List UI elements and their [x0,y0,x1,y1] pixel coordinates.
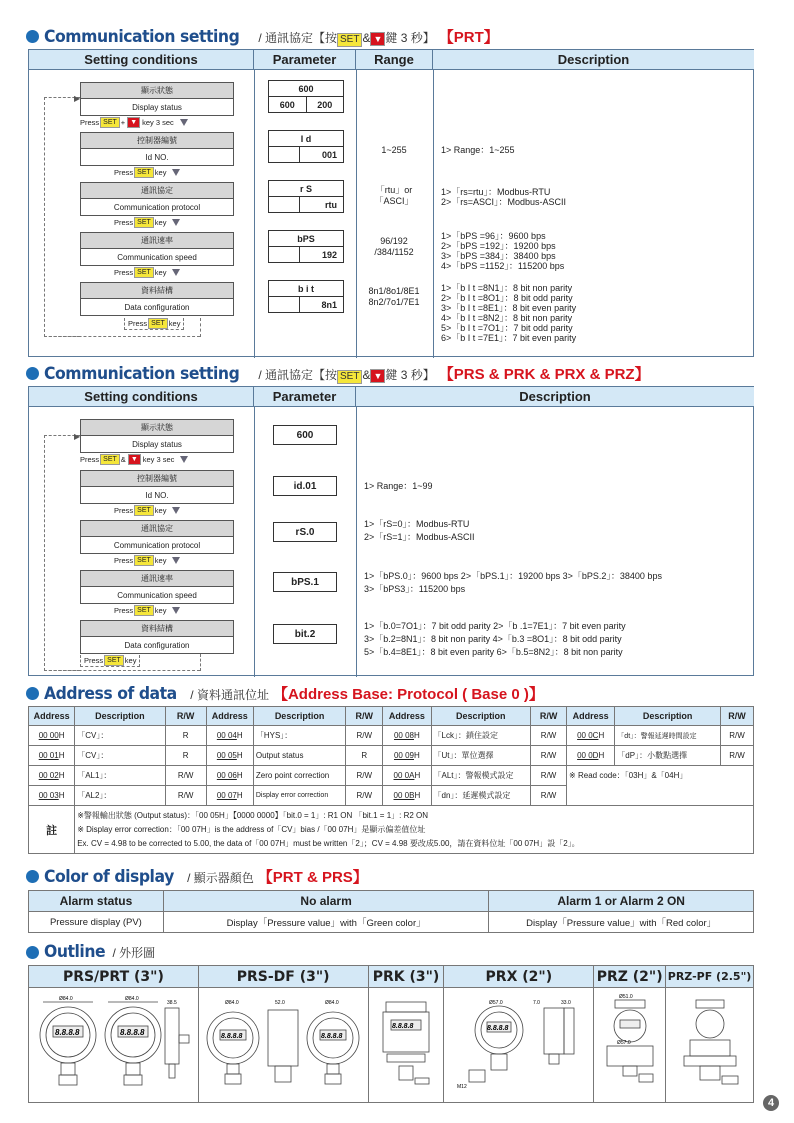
flow-loop-line [200,318,201,337]
bullet-icon [26,870,39,883]
flow-box-protocol [80,520,234,554]
svg-text:8.8.8.8: 8.8.8.8 [486,1025,509,1032]
param-top: I d [300,133,312,144]
param-sv2: 200 [306,97,344,112]
svg-text:8.8.8.8: 8.8.8.8 [321,1033,343,1040]
th: R/W [346,707,383,726]
desc-speed: 1>「bPS.0」：9600 bps 2>「bPS.1」：19200 bps 3>「bPS.2」：38400 bps 3>「bPS3」：115200 bps [364,571,662,594]
rw-cell: R/W [531,726,567,746]
address-cell: 00 06H [206,766,253,786]
flow-loop-line [44,670,200,671]
drawing-prz [594,988,666,1103]
flow-zh: 資料結構 [81,283,233,299]
col-header-description: Description [356,387,754,407]
outline-table [28,965,754,1103]
press-instruction: Press SET key [114,217,180,228]
param-top: b i t [298,283,314,294]
th: PRZ (2") [594,966,666,988]
param-value: 8n1 [299,297,343,312]
gauge-drawing-icon [203,990,363,1095]
arrow-down-icon [172,507,180,514]
section-title-outline [26,942,155,962]
section-title-model: 【PRT & PRS】 [257,869,368,886]
flow-en: Communication protocol [81,537,233,553]
desc-id: 1> Range：1~99 [364,481,433,491]
desc-cell: 「CV」： [75,726,165,746]
flow-zh: 控制器編號 [81,471,233,487]
desc-protocol: 1>「rs=rtu」：Modbus-RTU 2>「rs=ASCI」：Modbus-ASCII [441,187,567,207]
color-header-row [29,891,754,912]
th: Description [615,707,721,726]
th: PRZ-PF (2.5") [666,966,754,988]
section-title-main: Communication setting [44,27,240,47]
svg-text:8.8.8.8: 8.8.8.8 [392,1023,414,1030]
desc-cell: 「dP」：小數點選擇 [615,746,721,766]
svg-text:M12: M12 [456,1084,467,1090]
divider [433,70,434,358]
down-key-icon: ▼ [127,117,140,128]
svg-text:Ø57.0: Ø57.0 [616,1040,631,1046]
rw-cell: R/W [346,766,383,786]
desc-cell: 「AL1」： [75,766,165,786]
set-key-icon: SET [134,605,154,616]
set-key-icon: SET [134,555,154,566]
flow-loop-line [44,336,200,337]
th: PRK (3") [368,966,444,988]
address-cell: 00 09H [383,746,431,766]
flow-en: Data configuration [81,637,233,653]
notes-row [29,806,754,854]
address-cell: 00 02H [29,766,75,786]
flow-box-id [80,132,234,166]
flow-en: Communication protocol [81,199,233,215]
th: R/W [721,707,754,726]
th: Description [253,707,345,726]
table-row [29,912,754,933]
set-key-icon: SET [134,267,154,278]
range-speed: 96/192 /384/1152 [374,236,414,257]
rw-cell: R [346,746,383,766]
flow-en: Id NO. [81,487,233,503]
section-title-sub: / 通訊協定【按 SET & ▼ 鍵 3 秒】 [258,368,435,382]
section-title-main: Outline [44,942,106,962]
section-title-sub: / 資料通訊位址 [190,688,269,702]
down-key-icon: ▼ [370,369,385,383]
desc-id: 1> Range：1~255 [441,145,515,155]
loop-arrow-icon: ▶ [74,432,81,441]
desc-cell: 「ALt」：警報模式設定 [431,766,531,786]
svg-text:Ø51.0: Ø51.0 [618,994,633,1000]
press-instruction: Press SET key [114,167,180,178]
address-cell: 00 0AH [383,766,431,786]
section-title-model: 【PRT】 [438,29,499,46]
press-instruction: Press SET key [114,605,180,616]
flow-box-data-config [80,620,234,654]
flow-zh: 顯示狀態 [81,420,233,436]
color-table [28,890,754,933]
th: Alarm 1 or Alarm 2 ON [489,891,754,912]
rw-cell: R/W [531,746,567,766]
flow-box-speed [80,232,234,266]
rw-cell: R/W [165,766,206,786]
section-title-comm-prs [26,363,650,384]
desc-speed: 1>「bPS =96」：9600 bps 2>「bPS =192」：19200 bps 3>「bPS =384」：38400 bps 4>「bPS =1152」：115200 bps [441,231,565,271]
th: Address [567,707,615,726]
flow-en: Display status [81,99,233,115]
section-title-model: 【Address Base: Protocol ( Base 0 )】 [272,686,544,703]
svg-text:52.0: 52.0 [275,1000,285,1006]
flow-en: Data configuration [81,299,233,315]
flow-zh: 通訊協定 [81,183,233,199]
desc-cell: 「Lck」：鎖住設定 [431,726,531,746]
notes-cell: ※警報輸出狀態 (Output status)：「00 05H」【0000 0000】「bit.0 = 1」: R1 ON 「bit.1 = 1」: R2 ON ※ Display error correction：「00 07H」is the address of「CV」bias /「00 07H」是顯示偏差值位址 Ex. CV = 4.98 to be corrected to 5.00, the data of「00 07H」must be written「2」；CV = 4.98 要改成5.00，請在資料位址「00 07H」設「2」。 [75,806,754,854]
flow-en: Display status [81,436,233,452]
svg-text:Ø57.0: Ø57.0 [488,1000,503,1006]
outline-header-row [29,966,754,988]
address-cell: 00 05H [206,746,253,766]
flow-en: Id NO. [81,149,233,165]
gauge-drawing-icon [371,990,441,1095]
cell: Pressure display (PV) [29,912,164,933]
flow-zh: 通訊速率 [81,571,233,587]
param-id [268,130,344,163]
set-key-icon: SET [100,454,120,465]
press-instruction: Press SET key [80,655,140,667]
rw-cell: R/W [721,726,754,746]
flow-box-data-config [80,282,234,316]
svg-text:33.0: 33.0 [560,1000,571,1006]
flow-zh: 通訊速率 [81,233,233,249]
divider [254,70,255,358]
flow-box-display-status [80,419,234,453]
address-cell: 00 08H [383,726,431,746]
svg-text:38.5: 38.5 [167,1000,178,1006]
param-id: id.01 [273,476,337,496]
rw-cell: R/W [721,746,754,766]
rw-cell: R/W [531,786,567,806]
set-key-icon: SET [104,655,124,666]
loop-arrow-icon: ▶ [74,94,81,103]
section-title-sub: / 顯示器顏色 [187,871,254,885]
param-value: 001 [299,147,343,162]
drawing-prz-pf [666,988,754,1103]
down-key-icon: ▼ [370,32,385,46]
th: Description [431,707,531,726]
address-cell: 00 04H [206,726,253,746]
section-title-sub: / 通訊協定【按 SET & ▼ 鍵 3 秒】 [258,31,435,45]
th: PRS/PRT (3") [29,966,199,988]
arrow-down-icon [180,456,188,463]
desc-cell: Zero point correction [253,766,345,786]
param-top: bPS [297,233,315,244]
param-protocol [268,180,344,213]
param-data-config: bit.2 [273,624,337,644]
col-header-range: Range [356,50,433,70]
press-instruction: Press SET key [114,267,180,278]
set-key-icon: SET [337,370,362,384]
section-title-comm-prt [26,26,499,47]
set-key-icon: SET [134,167,154,178]
rw-cell: R/W [531,766,567,786]
desc-cell: Output status [253,746,345,766]
address-header-row [29,707,754,726]
svg-text:8.8.8.8: 8.8.8.8 [55,1028,80,1037]
note-label: 註 [29,806,75,854]
svg-text:Ø84.0: Ø84.0 [325,1000,339,1006]
param-display: 600 [273,425,337,445]
set-key-icon: SET [134,505,154,516]
address-cell: 00 00H [29,726,75,746]
drawing-prx [444,988,594,1103]
press-instruction: Press SET key [114,555,180,566]
th: No alarm [163,891,489,912]
drawing-prk [368,988,444,1103]
cell: Display「Pressure value」with「Red color」 [489,912,754,933]
desc-data-config: 1>「b I t =8N1」：8 bit non parity 2>「b I t =8O1」：8 bit odd parity 3>「b I t =8E1」：8 bit even parity 4>「b I t =8N2」：8 bit non parity 5>「b I t =7O1」：7 bit odd parity 6>「b I t =7E1」：7 bit even parity [441,283,577,343]
svg-text:Ø84.0: Ø84.0 [125,996,140,1002]
rw-cell: R/W [346,726,383,746]
press-instruction: Press SET + ▼ key 3 sec [80,117,188,128]
gauge-drawing-icon [670,990,750,1095]
address-cell: 00 0DH [567,746,615,766]
param-value: 192 [299,247,343,262]
flow-zh: 控制器編號 [81,133,233,149]
set-key-icon: SET [337,33,362,47]
th: PRX (2") [444,966,594,988]
desc-cell: 「Ut」：單位選擇 [431,746,531,766]
arrow-down-icon [172,269,180,276]
col-header-parameter: Parameter [254,50,356,70]
read-code-note: ※ Read code：「03H」&「04H」 [567,766,754,806]
flow-zh: 顯示狀態 [81,83,233,99]
press-instruction: Press SET & ▼ key 3 sec [80,454,188,465]
desc-cell: Display error correction [253,786,345,806]
rw-cell: R/W [165,786,206,806]
set-key-icon: SET [100,117,120,128]
desc-cell: 「dn」：延遲模式設定 [431,786,531,806]
col-header-description: Description [433,50,754,70]
set-key-icon: SET [148,318,168,329]
section-title-sub: / 外形圖 [112,946,156,960]
svg-text:7.0: 7.0 [532,1000,540,1006]
divider [254,407,255,677]
arrow-down-icon [172,219,180,226]
gauge-drawing-icon [597,990,663,1095]
address-cell: 00 0CH [567,726,615,746]
flow-box-display-status [80,82,234,116]
range-id: 1~255 [381,145,407,155]
param-data-config [268,280,344,313]
arrow-down-icon [172,607,180,614]
svg-text:8.8.8.8: 8.8.8.8 [120,1028,145,1037]
range-protocol: 「rtu」or 「ASCI」 [374,185,414,206]
flow-en: Communication speed [81,249,233,265]
address-cell: 00 0BH [383,786,431,806]
section-title-main: Color of display [44,867,174,887]
param-top: 600 [298,83,314,94]
bullet-icon [26,946,39,959]
bullet-icon [26,30,39,43]
page-number: 4 [763,1095,779,1111]
param-value: rtu [299,197,343,212]
desc-data-config: 1>「b.0=7O1」：7 bit odd parity 2>「b .1=7E1」：7 bit even parity 3>「b.2=8N1」：8 bit non parity 4>「b.3 =8O1」：8 bit odd parity 5>「b.4=8E1」：8 bit even parity 6>「b.5=8N2」：8 bit non parity [364,621,626,657]
desc-cell: 「AL2」： [75,786,165,806]
set-key-icon: SET [134,217,154,228]
param-speed [268,230,344,263]
table-row [29,726,754,746]
press-instruction: Press SET key [124,318,184,330]
bullet-icon [26,367,39,380]
address-cell: 00 01H [29,746,75,766]
bullet-icon [26,687,39,700]
flow-box-speed [80,570,234,604]
press-instruction: Press SET key [114,505,180,516]
flow-en: Communication speed [81,587,233,603]
param-protocol: rS.0 [273,522,337,542]
cell: Display「Pressure value」with「Green color」 [163,912,489,933]
flow-box-protocol [80,182,234,216]
section-title-main: Address of data [44,684,177,704]
outline-drawing-row [29,988,754,1103]
arrow-down-icon [172,557,180,564]
th: R/W [531,707,567,726]
desc-cell: 「HYS」： [253,726,345,746]
th: PRS-DF (3") [198,966,368,988]
drawing-prs-df [198,988,368,1103]
section-title-main: Communication setting [44,364,240,384]
svg-text:Ø84.0: Ø84.0 [225,1000,239,1006]
address-table [28,706,754,854]
flow-zh: 通訊協定 [81,521,233,537]
param-display [268,80,344,113]
flow-loop-line [44,435,80,671]
divider [356,407,357,677]
col-header-parameter: Parameter [254,387,356,407]
section-title-model: 【PRS & PRK & PRX & PRZ】 [438,366,650,383]
section-title-address [26,683,544,704]
divider [356,70,357,358]
th: Description [75,707,165,726]
rw-cell: R [165,746,206,766]
desc-cell: 「CV」： [75,746,165,766]
svg-text:Ø84.0: Ø84.0 [59,996,74,1002]
table-row [29,746,754,766]
drawing-prs-prt [29,988,199,1103]
th: Alarm status [29,891,164,912]
section-title-color [26,866,368,887]
desc-cell: 「dt」：警報延遲時間設定 [615,726,721,746]
desc-protocol: 1>「rS=0」：Modbus-RTU 2>「rS=1」：Modbus-ASCII [364,519,475,542]
down-key-icon: ▼ [128,454,141,465]
param-top: r S [299,183,312,194]
gauge-drawing-icon [449,990,589,1095]
param-sv: 600 [279,99,295,110]
th: Address [206,707,253,726]
param-speed: bPS.1 [273,572,337,592]
svg-text:8.8.8.8: 8.8.8.8 [221,1033,243,1040]
table-row [29,766,754,786]
gauge-drawing-icon [33,990,193,1095]
rw-cell: R [165,726,206,746]
th: R/W [165,707,206,726]
address-cell: 00 07H [206,786,253,806]
th: Address [383,707,431,726]
flow-box-id [80,470,234,504]
arrow-down-icon [172,169,180,176]
th: Address [29,707,75,726]
address-cell: 00 03H [29,786,75,806]
flow-loop-line [44,97,80,337]
flow-zh: 資料結構 [81,621,233,637]
rw-cell: R/W [346,786,383,806]
range-data-config: 8n1/8o1/8E1 8n2/7o1/7E1 [368,286,420,307]
col-header-setting: Setting conditions [29,387,254,407]
flow-loop-line [200,654,201,671]
col-header-setting: Setting conditions [29,50,254,70]
arrow-down-icon [180,119,188,126]
